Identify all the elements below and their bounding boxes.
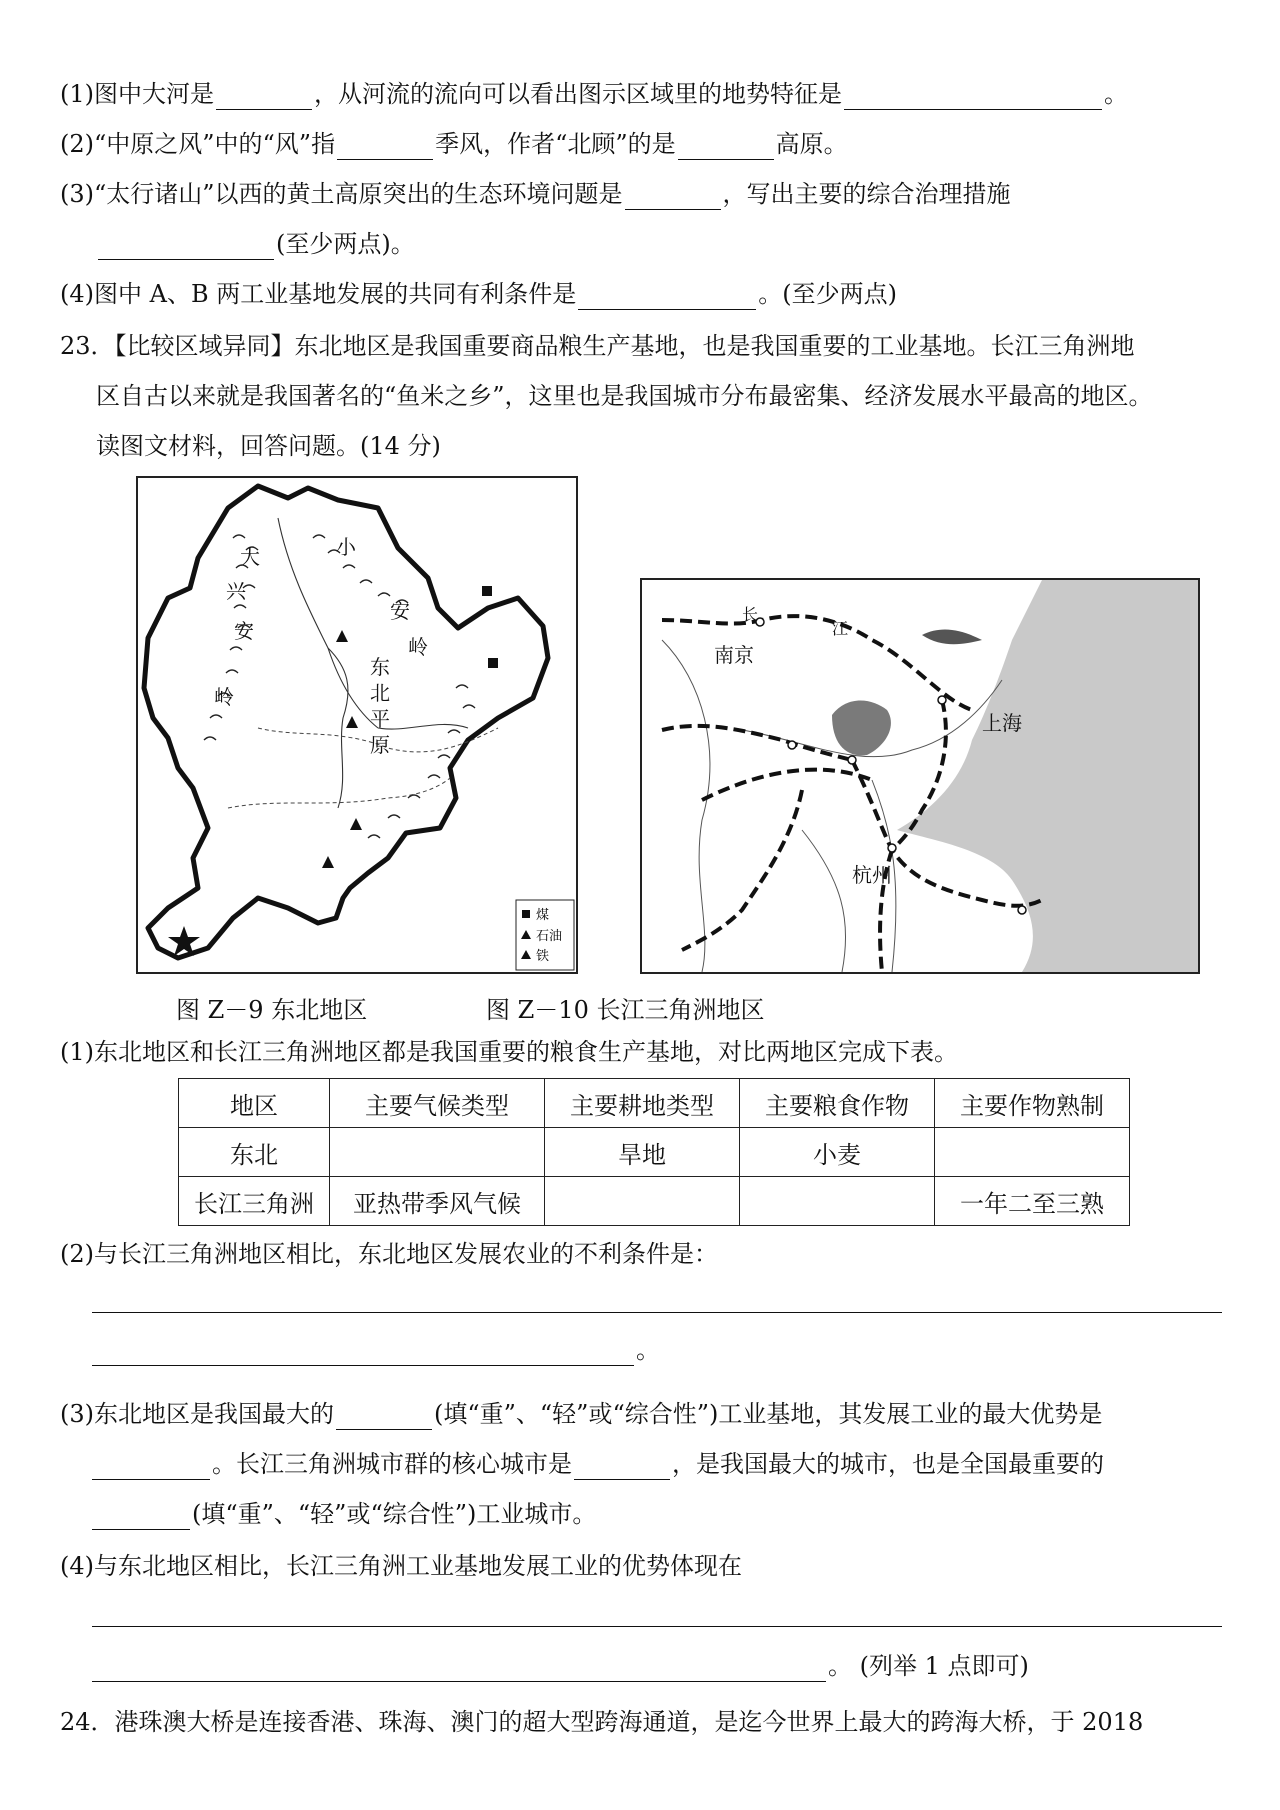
table-cell: 东北	[179, 1128, 330, 1177]
table-header-cell: 主要气候类型	[330, 1079, 545, 1128]
q22-sub1: (1)图中大河是 ，从河流的流向可以看出图示区域里的地势特征是 。	[60, 80, 1128, 108]
q23-sub2-end: 。	[92, 1334, 660, 1366]
map-label: 上海	[982, 711, 1022, 735]
answer-blank[interactable]	[92, 1503, 190, 1530]
table-header-cell: 地区	[179, 1079, 330, 1128]
answer-blank[interactable]	[337, 133, 433, 160]
comparison-table	[178, 1078, 1130, 1226]
answer-blank[interactable]	[844, 83, 1102, 110]
river-estuary	[922, 630, 982, 645]
q23-sub3-cont: 。长江三角洲城市群的核心城市是 ，是我国最大的城市，也是全国最重要的	[92, 1448, 1104, 1480]
oil-symbol	[336, 630, 348, 642]
q23-sub3: (3)东北地区是我国最大的 (填“重”、“轻”或“综合性”)工业基地，其发展工业的最大优势是	[60, 1400, 1103, 1428]
q23-sub3-cont2: (填“重”、“轻”或“综合性”)工业城市。	[92, 1498, 596, 1530]
answer-blank[interactable]	[98, 233, 274, 260]
map-label: 杭州	[852, 863, 892, 887]
table-header-cell: 主要粮食作物	[740, 1079, 935, 1128]
table-cell-answer[interactable]	[545, 1177, 740, 1226]
q23-sub1: (1)东北地区和长江三角洲地区都是我国重要的粮食生产基地，对比两地区完成下表。	[60, 1038, 958, 1066]
table-header-cell: 主要耕地类型	[545, 1079, 740, 1128]
q23-sub2: (2)与长江三角洲地区相比，东北地区发展农业的不利条件是：	[60, 1240, 718, 1268]
answer-blank[interactable]	[216, 83, 312, 110]
lake-area	[832, 700, 891, 755]
answer-blank[interactable]	[578, 283, 756, 310]
table-cell-answer[interactable]	[740, 1177, 935, 1226]
iron-symbol	[322, 856, 334, 868]
map-label: 东	[370, 655, 390, 679]
table-cell: 小麦	[740, 1128, 935, 1177]
map-label: 安	[390, 599, 410, 623]
table-cell-answer[interactable]	[330, 1128, 545, 1177]
map-label: 兴	[226, 579, 246, 603]
q23-sub4: (4)与东北地区相比，长江三角洲工业基地发展工业的优势体现在	[60, 1552, 742, 1580]
answer-blank[interactable]	[92, 1339, 634, 1366]
map-label: 南京	[714, 643, 754, 667]
answer-blank[interactable]	[336, 1403, 432, 1430]
q23-intro-line2: 区自古以来就是我国著名的“鱼米之乡”，这里也是我国城市分布最密集、经济发展水平最高的地区。	[96, 382, 1153, 410]
coal-symbol	[488, 658, 498, 668]
table-cell: 旱地	[545, 1128, 740, 1177]
table-cell: 长江三角洲	[179, 1177, 330, 1226]
q22-sub3: (3)“太行诸山”以西的黄土高原突出的生态环境问题是 ，写出主要的综合治理措施	[60, 180, 1011, 208]
table-row	[179, 1177, 1130, 1226]
q23-intro-line3: 读图文材料，回答问题。(14 分)	[96, 432, 441, 460]
oil-symbol	[346, 716, 358, 728]
table-header-cell: 主要作物熟制	[935, 1079, 1130, 1128]
map-label: 江	[832, 619, 849, 638]
yangtze-delta-map	[640, 578, 1200, 974]
iron-symbol	[350, 818, 362, 830]
answer-blank[interactable]	[92, 1453, 210, 1480]
answer-blank[interactable]	[92, 1655, 826, 1682]
q22-sub3-cont: (至少两点)。	[96, 228, 415, 260]
q22-sub4: (4)图中 A、B 两工业基地发展的共同有利条件是 。(至少两点)	[60, 280, 897, 308]
coal-symbol	[482, 586, 492, 596]
table-cell-answer[interactable]	[935, 1128, 1130, 1177]
coal-legend-icon	[522, 910, 530, 918]
answer-line[interactable]	[92, 1312, 1222, 1313]
map-label: 长	[742, 605, 759, 624]
map-label: 小	[336, 535, 356, 559]
answer-blank[interactable]	[678, 133, 774, 160]
figure-caption: 图 Z－9 东北地区	[176, 996, 368, 1024]
answer-blank[interactable]	[574, 1453, 670, 1480]
map-label: 北	[370, 681, 390, 705]
map-label: 大	[240, 545, 260, 569]
legend-label: 铁	[536, 949, 550, 964]
table-header-row	[179, 1079, 1130, 1128]
map-legend	[516, 900, 574, 970]
map-labels	[214, 535, 428, 757]
map-label: 岭	[408, 635, 428, 659]
northeast-map	[136, 476, 578, 974]
q22-sub2: (2)“中原之风”中的“风”指 季风，作者“北顾”的是 高原。	[60, 130, 848, 158]
q23-sub4-end: 。 (列举 1 点即可)	[92, 1650, 1029, 1682]
map-label: 安	[234, 619, 254, 643]
table-cell: 亚热带季风气候	[330, 1177, 545, 1226]
table-cell: 一年二至三熟	[935, 1177, 1130, 1226]
northeast-map-drawing	[138, 478, 576, 972]
map-label: 平	[370, 707, 390, 731]
legend-label: 石油	[536, 929, 563, 944]
figure-caption: 图 Z－10 长江三角洲地区	[486, 996, 765, 1024]
q24-intro: 24．港珠澳大桥是连接香港、珠海、澳门的超大型跨海通道，是迄今世界上最大的跨海大桥，于 2018	[60, 1708, 1144, 1736]
answer-line[interactable]	[92, 1626, 1222, 1627]
yangtze-delta-map-drawing	[642, 580, 1198, 972]
table-row	[179, 1128, 1130, 1177]
map-label: 岭	[214, 685, 234, 709]
q23-intro-line1: 23．【比较区域异同】东北地区是我国重要商品粮生产基地，也是我国重要的工业基地。长江三角洲地	[60, 332, 1135, 360]
legend-label: 煤	[536, 908, 550, 923]
map-label: 原	[370, 733, 390, 757]
answer-blank[interactable]	[625, 183, 721, 210]
